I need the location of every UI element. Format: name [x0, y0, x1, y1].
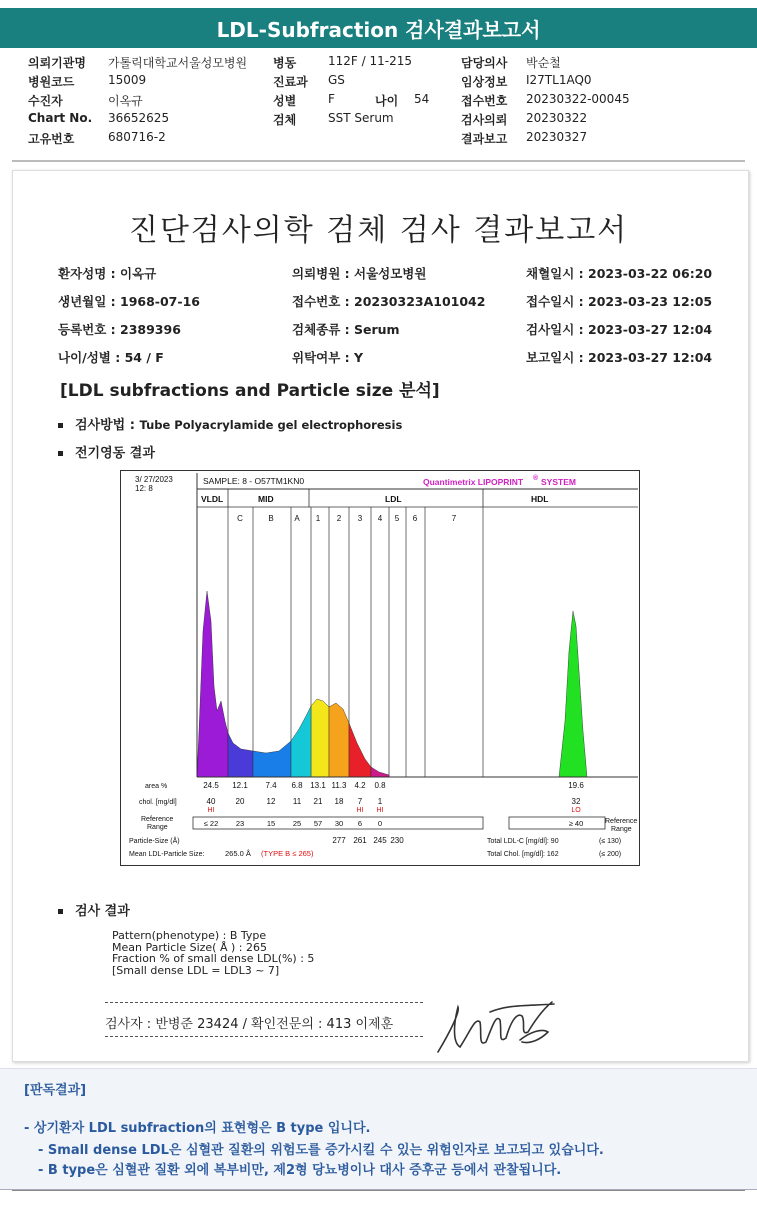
specimen-value: SST Serum [328, 111, 394, 125]
band-label: A [294, 514, 300, 523]
band-label: 7 [451, 514, 457, 523]
area-fill-4 [371, 767, 389, 777]
flag-hdl: LO [571, 807, 581, 814]
area-value: 24.5 [203, 781, 219, 790]
hospital-code-label: 병원코드 [28, 75, 75, 89]
group-label-mid: MID [258, 494, 274, 504]
chol-value: 7 [357, 797, 363, 806]
row-label-ref: Reference [141, 816, 174, 823]
receipt-no: 접수번호 : 20230323A101042 [292, 294, 486, 309]
electrophoresis-line [58, 442, 155, 461]
area-fill-2 [329, 703, 349, 777]
area-value: 12.1 [232, 781, 248, 790]
group-label-hdl: HDL [531, 494, 549, 504]
interpretation-line: - B type은 심혈관 질환 외에 복부비만, 제2형 당뇨병이나 대사 증후군 등에서 관찰됩니다. [38, 1163, 562, 1178]
bullet-icon [58, 451, 63, 456]
reference-value: 23 [235, 819, 245, 828]
age-value: 54 [414, 92, 430, 106]
dashed-divider [105, 1002, 423, 1003]
area-fill-1 [311, 699, 329, 777]
row-label-area: area % [145, 783, 168, 790]
area-fill-3 [349, 723, 371, 777]
report-time: 보고일시 : 2023-03-27 12:04 [526, 350, 713, 365]
type-label: (TYPE B ≤ 265) [261, 849, 314, 858]
method-line [58, 414, 402, 433]
area-fill-vldl [197, 591, 228, 777]
area-fill-a [291, 706, 311, 777]
method-label: 검사방법 : [75, 418, 140, 433]
patient-name: 환자성명 : 이옥규 [58, 266, 157, 281]
pattern-line: Fraction % of small dense LDL(%) : 5 [112, 952, 315, 965]
birth-date: 생년월일 : 1968-07-16 [58, 294, 200, 309]
report-title: 진단검사의학 검체 검사 결과보고서 [128, 213, 629, 248]
request-label: 검사의뢰 [461, 113, 508, 127]
dashed-divider [105, 1036, 423, 1037]
brand-label: Quantimetrix LIPOPRINT [423, 477, 524, 487]
specimen-type: 검체종류 : Serum [292, 322, 400, 337]
dept-label: 진료과 [273, 75, 308, 89]
sample-id: SAMPLE: 8 - O57TM1KN0 [203, 476, 305, 486]
bullet-icon [58, 909, 63, 914]
brand-tail: SYSTEM [541, 477, 576, 487]
reference-value: 25 [292, 819, 302, 828]
result-heading [58, 900, 130, 919]
row-label-chol: chol. [mg/dl] [139, 799, 177, 806]
chol-value: 32 [571, 797, 581, 806]
registration-no: 등록번호 : 2389396 [58, 322, 181, 337]
pattern-line: Mean Particle Size( Å ) : 265 [112, 940, 267, 954]
signer-line: 검사자 : 반병준 23424 / 확인전문의 : 413 이제훈 [105, 1017, 394, 1032]
sex-value: F [328, 92, 335, 106]
chart-no-value: 36652625 [108, 111, 170, 125]
ward-label: 병동 [273, 56, 297, 70]
band-label: 2 [336, 514, 342, 523]
dept-value: GS [328, 73, 345, 87]
reference-box-hdl [509, 817, 605, 829]
band-label: 5 [394, 514, 400, 523]
doctor-label: 담당의사 [461, 56, 508, 70]
total-ldl-ref: (≤ 130) [599, 838, 622, 845]
patient-label: 수진자 [28, 94, 63, 108]
chol-value: 12 [266, 797, 276, 806]
result-label: 검사 결과 [75, 904, 130, 919]
area-fill-c [228, 733, 253, 777]
section-heading: [LDL subfractions and Particle size 분석] [60, 381, 440, 401]
interpretation-heading: [판독결과] [24, 1083, 87, 1098]
electrophoresis-label: 전기영동 결과 [75, 446, 155, 461]
clinical-value: I27TL1AQ0 [526, 73, 592, 87]
area-value: 6.8 [291, 781, 303, 790]
particle-size-value: 245 [373, 836, 387, 845]
consignment: 위탁여부 : Y [292, 350, 364, 365]
area-value: 13.1 [310, 781, 326, 790]
receipt-time: 접수일시 : 2023-03-23 12:05 [526, 294, 713, 309]
chol-value: 20 [235, 797, 245, 806]
reference-value: ≤ 22 [203, 819, 219, 828]
interpretation-panel [0, 1068, 757, 1190]
band-label: C [237, 514, 243, 523]
band-label: B [268, 514, 274, 523]
reference-value: 30 [334, 819, 344, 828]
chol-value: 21 [313, 797, 323, 806]
particle-size-value: 261 [353, 836, 367, 845]
request-value: 20230322 [526, 111, 588, 125]
chart-date: 3/ 27/2023 [135, 475, 173, 484]
band-label: 4 [377, 514, 383, 523]
interpretation-line: - Small dense LDL은 심혈관 질환의 위험도를 증가시킬 수 있는 위험인자로 보고되고 있습니다. [38, 1143, 604, 1158]
pattern-summary [112, 930, 314, 976]
pattern-line: [Small dense LDL = LDL3 ~ 7] [112, 963, 280, 977]
report-date-label: 결과보고 [461, 132, 508, 146]
row-label-size: Particle-Size (Å) [129, 838, 180, 845]
area-value: 4.2 [354, 781, 366, 790]
collection-time: 채혈일시 : 2023-03-22 06:20 [526, 266, 713, 281]
mean-size-value: 265.0 Å [225, 849, 251, 858]
reference-value: ≥ 40 [568, 819, 584, 828]
reference-value: 57 [313, 819, 323, 828]
hospital-code-value: 15009 [108, 73, 147, 87]
bullet-icon [58, 423, 63, 428]
clinical-label: 임상정보 [461, 75, 508, 89]
area-value: 11.3 [331, 781, 347, 790]
area-value: 19.6 [568, 781, 584, 790]
receipt-value: 20230322-00045 [526, 92, 630, 106]
band-label: 3 [357, 514, 363, 523]
chol-value: 11 [292, 797, 302, 806]
band-label: 1 [315, 514, 321, 523]
lipoprint-chart [120, 470, 640, 866]
age-sex: 나이/성별 : 54 / F [58, 350, 164, 365]
specimen-label: 검체 [273, 113, 297, 127]
test-time: 검사일시 : 2023-03-27 12:04 [526, 322, 713, 337]
chart-time: 12: 8 [135, 484, 153, 493]
sex-label: 성별 [273, 94, 297, 108]
chart-no-label: Chart No. [28, 111, 93, 125]
ref-label-right: Reference [605, 818, 638, 825]
interpretation-line: - 상기환자 LDL subfraction의 표현형은 B type 입니다. [24, 1121, 371, 1136]
total-chol: Total Chol. [mg/dl]: 162 [487, 851, 559, 858]
signature-image [430, 992, 560, 1062]
requesting-hospital: 의뢰병원 : 서울성모병원 [292, 266, 427, 281]
chol-value: 40 [206, 797, 216, 806]
area-value: 7.4 [265, 781, 277, 790]
method-value: Tube Polyacrylamide gel electrophoresis [139, 418, 403, 432]
total-chol-ref: (≤ 200) [599, 851, 622, 858]
bottom-divider [12, 1190, 745, 1191]
patient-value: 이옥규 [108, 94, 143, 108]
electrophoresis-plot [121, 471, 639, 865]
age-label: 나이 [375, 94, 399, 108]
group-label-ldl: LDL [385, 494, 402, 504]
divider [12, 160, 745, 162]
reference-value: 6 [357, 819, 363, 828]
chol-value: 1 [377, 797, 383, 806]
group-label-vldl: VLDL [201, 494, 224, 504]
ref-label-right2: Range [611, 826, 632, 833]
flag-vldl: HI [207, 807, 215, 814]
chol-value: 18 [334, 797, 344, 806]
report-date-value: 20230327 [526, 130, 588, 144]
unique-no-value: 680716-2 [108, 130, 166, 144]
institution-label: 의뢰기관명 [28, 56, 86, 70]
institution-value: 가톨릭대학교서울성모병원 [108, 56, 248, 70]
flag-3: HI [356, 807, 364, 814]
total-ldl: Total LDL-C [mg/dl]: 90 [487, 838, 559, 845]
reference-value: 15 [266, 819, 276, 828]
doctor-value: 박순철 [526, 56, 561, 70]
brand-superscript: ® [533, 475, 539, 482]
reference-value: 0 [377, 819, 383, 828]
receipt-label: 접수번호 [461, 94, 508, 108]
pattern-line: Pattern(phenotype) : B Type [112, 929, 267, 942]
area-value: 0.8 [374, 781, 386, 790]
flag-4: HI [376, 807, 384, 814]
particle-size-value: 277 [332, 836, 346, 845]
report-header-title: LDL-Subfraction 검사결과보고서 [0, 8, 757, 48]
band-label: 6 [412, 514, 418, 523]
particle-size-value: 230 [390, 836, 404, 845]
row-label-mean: Mean LDL-Particle Size: [129, 851, 205, 858]
row-label-ref2: Range [147, 824, 168, 831]
ward-value: 112F / 11-215 [328, 54, 412, 68]
area-fill-hdl [559, 611, 587, 777]
order-info-block [28, 54, 748, 149]
unique-no-label: 고유번호 [28, 132, 75, 146]
area-fill-b [253, 741, 291, 777]
